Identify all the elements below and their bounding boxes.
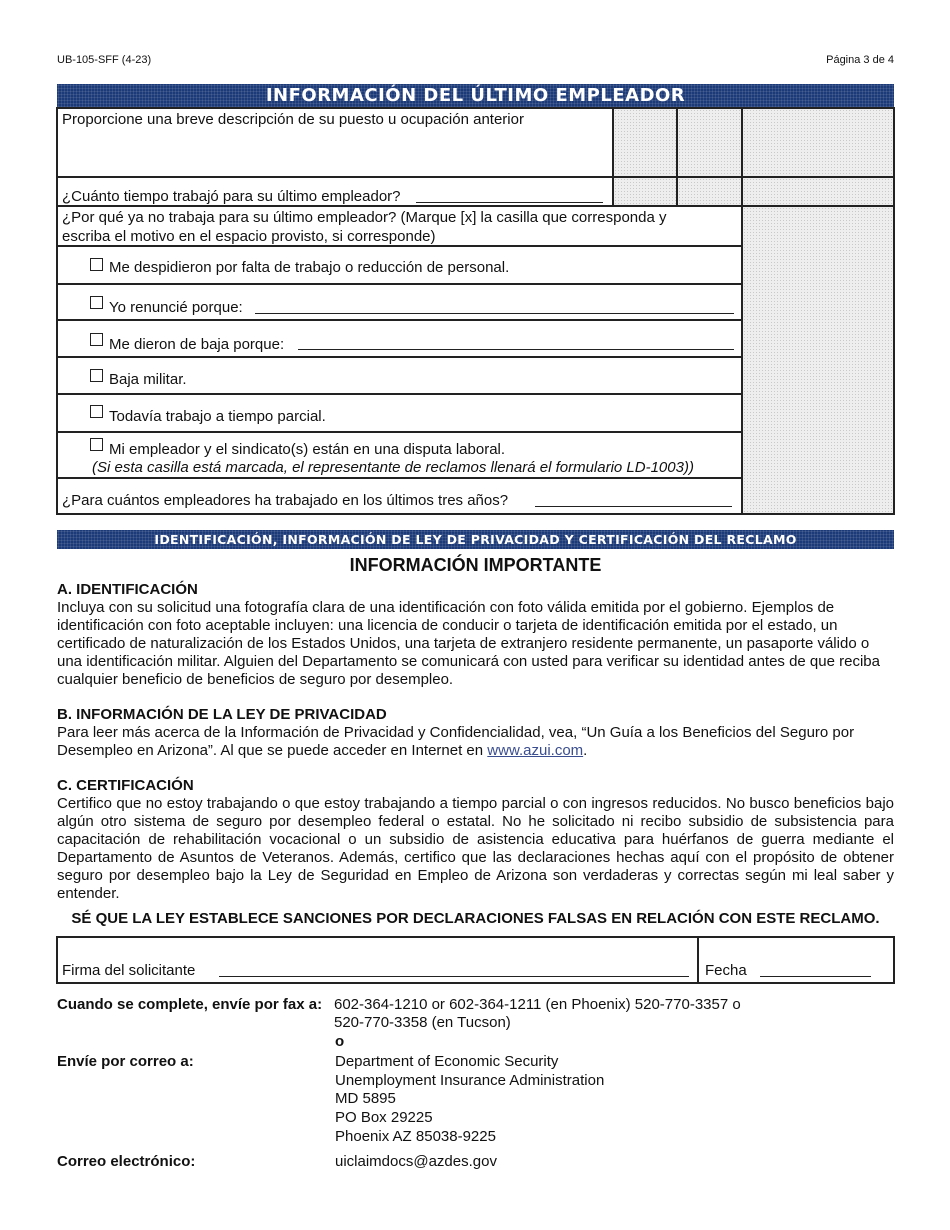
privacy-text: Para leer más acerca de la Información de Privacidad y Confidencialidad, vea, “Un Guía a los Beneficios del Seguro por Desempleo en Arizona”. Al que se puede acceder en Internet en www.azui.com. — [57, 724, 855, 759]
certification-heading: C. CERTIFICACIÓN — [57, 777, 194, 794]
penalty-warning: SÉ QUE LA LEY ESTABLECE SANCIONES POR DECLARACIONES FALSAS EN RELACIÓN CON ESTE RECLAMO. — [71, 910, 880, 927]
job-description-field[interactable] — [62, 130, 608, 174]
checkbox-labor-dispute[interactable] — [90, 438, 103, 451]
email-address: uiclaimdocs@azdes.gov — [335, 1153, 497, 1170]
reason-prompt-line1: ¿Por qué ya no trabaja para su último empleador? (Marque [x] la casilla que corresponda y — [62, 209, 667, 226]
discharged-reason-field[interactable] — [298, 349, 734, 350]
form-code: UB-105-SFF (4-23) — [57, 54, 152, 66]
office-use-cell — [678, 178, 741, 205]
option-military-label: Baja militar. — [109, 371, 187, 388]
certification-section-title: IDENTIFICACIÓN, INFORMACIÓN DE LEY DE PRIVACIDAD Y CERTIFICACIÓN DEL RECLAMO — [57, 530, 894, 549]
signature-field[interactable] — [219, 976, 689, 977]
signature-label: Firma del solicitante — [62, 962, 196, 979]
office-use-cell — [743, 109, 893, 176]
mail-address-line: Department of Economic Security — [335, 1053, 559, 1070]
checkbox-part-time[interactable] — [90, 405, 103, 418]
option-discharged-label: Me dieron de baja porque: — [109, 336, 285, 353]
office-use-cell — [743, 207, 893, 513]
fax-numbers-line2: 520-770-3358 (en Tucson) — [334, 1014, 511, 1031]
or-separator: o — [335, 1033, 345, 1050]
office-use-cell — [743, 178, 893, 205]
quit-reason-field[interactable] — [255, 313, 734, 314]
mail-address-line: Unemployment Insurance Administration — [335, 1072, 605, 1089]
date-field[interactable] — [760, 976, 871, 977]
page-number: Página 3 de 4 — [826, 54, 894, 66]
office-use-cell — [614, 109, 676, 176]
employers-count-field[interactable] — [535, 506, 732, 507]
checkbox-military[interactable] — [90, 369, 103, 382]
identification-heading: A. IDENTIFICACIÓN — [57, 581, 198, 598]
option-labor-dispute-label: Mi empleador y el sindicato(s) están en una disputa laboral. — [109, 441, 506, 458]
azui-link[interactable]: www.azui.com — [487, 742, 584, 759]
labor-dispute-note: (Si esta casilla está marcada, el representante de reclamos llenará el formulario LD-1003)) — [92, 459, 694, 476]
checkbox-laid-off[interactable] — [90, 258, 103, 271]
office-use-cell — [678, 109, 741, 176]
office-use-cell — [614, 178, 676, 205]
date-label: Fecha — [705, 962, 747, 979]
option-quit-label: Yo renuncié porque: — [109, 299, 243, 316]
privacy-heading: B. INFORMACIÓN DE LA LEY DE PRIVACIDAD — [57, 706, 387, 723]
reason-prompt-line2: escriba el motivo en el espacio provisto, si corresponde) — [62, 228, 436, 245]
mail-address-line: PO Box 29225 — [335, 1109, 433, 1126]
time-worked-field[interactable] — [416, 202, 603, 203]
fax-numbers-line1: 602-364-1210 or 602-364-1211 (en Phoenix) 520-770-3357 o — [334, 996, 741, 1013]
fax-label: Cuando se complete, envíe por fax a: — [57, 996, 323, 1013]
option-laid-off-label: Me despidieron por falta de trabajo o reducción de personal. — [109, 259, 510, 276]
checkbox-discharged[interactable] — [90, 333, 103, 346]
option-part-time-label: Todavía trabajo a tiempo parcial. — [109, 408, 326, 425]
mail-address-line: Phoenix AZ 85038-9225 — [335, 1128, 496, 1145]
checkbox-quit[interactable] — [90, 296, 103, 309]
employer-section-title: INFORMACIÓN DEL ÚLTIMO EMPLEADOR — [57, 84, 894, 107]
employers-count-prompt: ¿Para cuántos empleadores ha trabajado en los últimos tres años? — [62, 492, 509, 509]
mail-address-line: MD 5895 — [335, 1090, 396, 1107]
job-description-prompt: Proporcione una breve descripción de su puesto u ocupación anterior — [62, 111, 524, 128]
certification-text: Certifico que no estoy trabajando o que estoy trabajando a tiempo parcial o con ingresos reducidos. No busco beneficios bajo algún otro sistema de seguro por desempleo federal o estatal. No he solicitado ni recibo subsidio de subsistencia para capacitación de rehabilitación vocacional o un subsidio de asistencia educativa para huérfanos de guerra mediante el Departamento de Asuntos de Veteranos. Además, certifico que las declaraciones hechas aquí con el propósito de obtener seguro por desempleo bajo la Ley de Seguridad en Empleo de Arizona son verdaderas y correctas según mi leal saber y entender. — [57, 795, 894, 902]
important-info-heading: INFORMACIÓN IMPORTANTE — [349, 555, 602, 575]
email-label: Correo electrónico: — [57, 1153, 196, 1170]
identification-text: Incluya con su solicitud una fotografía clara de una identificación con foto válida emitida por el gobierno. Ejemplos de identificación con foto aceptable incluyen: una licencia de conducir o tarjeta de identificación emitida por el estado, un certificado de naturalización de los Estados Unidos, una tarjeta de extranjero residente permanente, un pasaporte válido o una identificación militar. Alguien del Departamento se comunicará con usted para verificar su identidad antes de que reciba cualquier beneficio de beneficios de seguro por desempleo. — [57, 599, 880, 688]
mail-label: Envíe por correo a: — [57, 1053, 194, 1070]
time-worked-prompt: ¿Cuánto tiempo trabajó para su último empleador? — [62, 188, 401, 205]
